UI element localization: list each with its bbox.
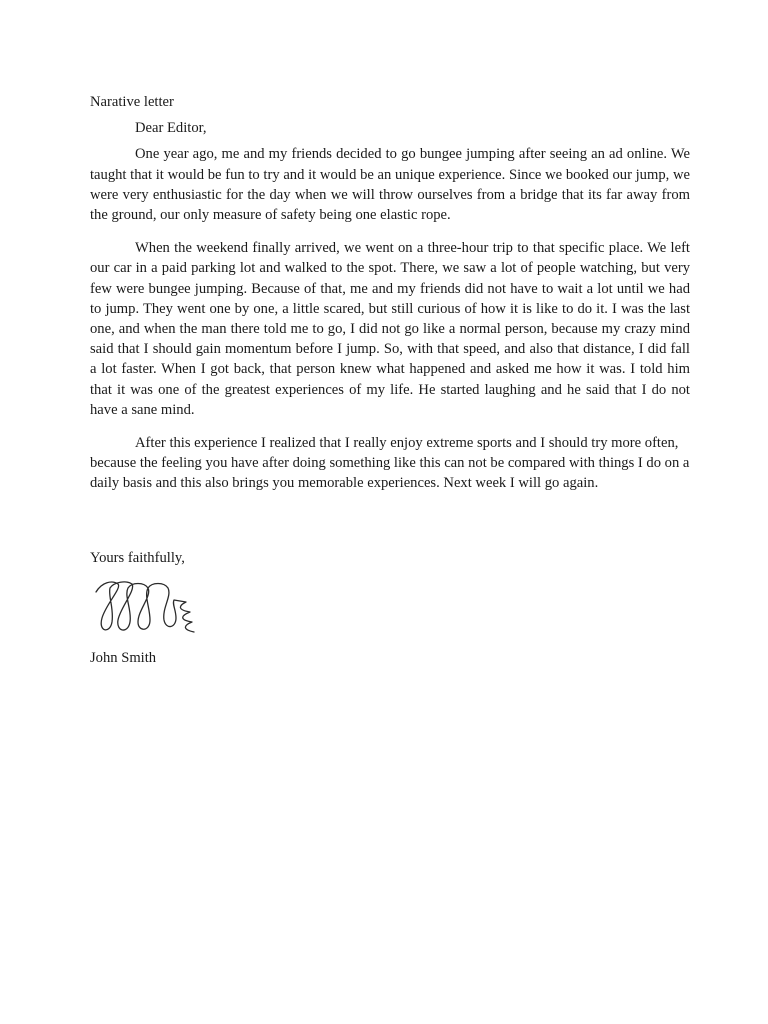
document-title: Narative letter: [90, 94, 174, 110]
letter-page: [90, 92, 690, 668]
body-paragraph-2: When the weekend finally arrived, we went on a three-hour trip to that specific place. We left our car in a paid parking lot and walked to the spot. There, we saw a lot of people watching, but very few were bungee jumping. Because of that, me and my friends did not have to wait a lot until we had to jump. They went one by one, a little scared, but still curious of how it is like to do it. I was the last one, and when the man there told me to go, I did not go like a normal person, because my crazy mind said that I should gain momentum before I jump. So, with that speed, and also that distance, I did fall a lot faster. When I got back, that person knew what happened and asked me how it was. I told him that it was one of the greatest experiences of my life. He started laughing and he said that I do not have a sane mind.: [90, 240, 690, 418]
salutation: Dear Editor,: [135, 120, 207, 137]
signature-image: [92, 574, 202, 640]
signer-name: John Smith: [90, 649, 157, 666]
closing: Yours faithfully,: [90, 549, 185, 566]
body-paragraph-1: One year ago, me and my friends decided to go bungee jumping after seeing an ad online. We taught that it would be fun to try and it would be an unique experience. Since we booked our jump, we were very enthusiastic for the day when we will throw ourselves from a bridge that its far away from the ground, our only measure of safety being one elastic rope.: [90, 146, 690, 224]
body-paragraph-3: After this experience I realized that I really enjoy extreme sports and I should try more often, because the feeling you have after doing something like this can not be compared with things I do on a daily basis and this also brings you memorable experiences. Next week I will go again.: [90, 435, 690, 492]
